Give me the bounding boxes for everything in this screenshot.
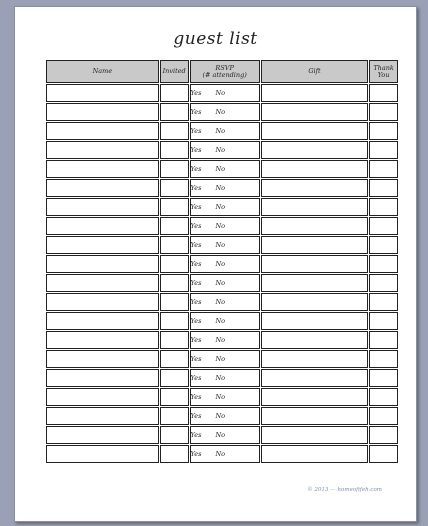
- table-header-row: [46, 60, 398, 83]
- rsvp-cell[interactable]: [190, 407, 260, 425]
- rsvp-cell[interactable]: [190, 179, 260, 197]
- rsvp-cell[interactable]: [190, 445, 260, 463]
- name-cell[interactable]: [46, 426, 159, 444]
- table-row: [46, 255, 398, 273]
- rsvp-yes-option[interactable]: Yes: [190, 374, 202, 382]
- thank-you-cell[interactable]: [369, 274, 398, 292]
- thank-you-cell[interactable]: [369, 350, 398, 368]
- thank-you-cell[interactable]: [369, 84, 398, 102]
- thank-you-cell[interactable]: [369, 141, 398, 159]
- gift-cell[interactable]: [261, 274, 368, 292]
- rsvp-no-option[interactable]: No: [215, 431, 226, 439]
- name-cell[interactable]: [46, 369, 159, 387]
- invited-cell[interactable]: [160, 179, 189, 197]
- table-row: [46, 236, 398, 254]
- table-row: [46, 369, 398, 387]
- rsvp-yes-option[interactable]: Yes: [190, 355, 202, 363]
- invited-cell[interactable]: [160, 160, 189, 178]
- thank-you-cell[interactable]: [369, 255, 398, 273]
- name-cell[interactable]: [46, 407, 159, 425]
- invited-cell[interactable]: [160, 331, 189, 349]
- gift-cell[interactable]: [261, 312, 368, 330]
- table-body: [46, 84, 398, 463]
- name-cell[interactable]: [46, 312, 159, 330]
- table-row: [46, 160, 398, 178]
- rsvp-no-option[interactable]: No: [215, 146, 226, 154]
- invited-cell[interactable]: [160, 388, 189, 406]
- thank-you-cell[interactable]: [369, 179, 398, 197]
- invited-cell[interactable]: [160, 236, 189, 254]
- gift-cell[interactable]: [261, 236, 368, 254]
- thank-you-cell[interactable]: [369, 103, 398, 121]
- rsvp-cell[interactable]: [190, 160, 260, 178]
- rsvp-no-option[interactable]: No: [215, 108, 226, 116]
- table-row: [46, 141, 398, 159]
- gift-cell[interactable]: [261, 293, 368, 311]
- invited-cell[interactable]: [160, 255, 189, 273]
- gift-cell[interactable]: [261, 255, 368, 273]
- table-row: [46, 274, 398, 292]
- rsvp-yes-option[interactable]: Yes: [190, 298, 202, 306]
- gift-cell[interactable]: [261, 350, 368, 368]
- rsvp-no-option[interactable]: No: [215, 203, 226, 211]
- invited-cell[interactable]: [160, 198, 189, 216]
- rsvp-yes-option[interactable]: Yes: [190, 184, 202, 192]
- gift-cell[interactable]: [261, 179, 368, 197]
- thank-you-cell[interactable]: [369, 236, 398, 254]
- document-page: [14, 6, 417, 522]
- invited-cell[interactable]: [160, 426, 189, 444]
- thank-you-cell[interactable]: [369, 445, 398, 463]
- rsvp-cell[interactable]: [190, 198, 260, 216]
- table-row: [46, 445, 398, 463]
- rsvp-no-option[interactable]: No: [215, 336, 226, 344]
- header-rsvp-line2: (# attending): [202, 70, 247, 79]
- header-thank-you: [369, 60, 398, 83]
- header-gift: Gift: [261, 60, 368, 83]
- gift-cell[interactable]: [261, 160, 368, 178]
- gift-cell[interactable]: [261, 103, 368, 121]
- header-rsvp-line1: RSVP: [215, 63, 234, 72]
- gift-cell[interactable]: [261, 426, 368, 444]
- invited-cell[interactable]: [160, 350, 189, 368]
- invited-cell[interactable]: [160, 141, 189, 159]
- rsvp-no-option[interactable]: No: [215, 355, 226, 363]
- invited-cell[interactable]: [160, 122, 189, 140]
- gift-cell[interactable]: [261, 369, 368, 387]
- rsvp-no-option[interactable]: No: [215, 298, 226, 306]
- rsvp-no-option[interactable]: No: [215, 317, 226, 325]
- gift-cell[interactable]: [261, 217, 368, 235]
- guest-list-table: [45, 59, 399, 464]
- rsvp-yes-option[interactable]: Yes: [190, 412, 202, 420]
- rsvp-yes-option[interactable]: Yes: [190, 393, 202, 401]
- name-cell[interactable]: [46, 293, 159, 311]
- table-row: [46, 217, 398, 235]
- gift-cell[interactable]: [261, 198, 368, 216]
- invited-cell[interactable]: [160, 312, 189, 330]
- rsvp-cell[interactable]: [190, 426, 260, 444]
- name-cell[interactable]: [46, 198, 159, 216]
- thank-you-cell[interactable]: [369, 160, 398, 178]
- rsvp-yes-option[interactable]: Yes: [190, 241, 202, 249]
- invited-cell[interactable]: [160, 274, 189, 292]
- table-row: [46, 293, 398, 311]
- thank-you-cell[interactable]: [369, 426, 398, 444]
- rsvp-cell[interactable]: [190, 312, 260, 330]
- name-cell[interactable]: [46, 350, 159, 368]
- invited-cell[interactable]: [160, 217, 189, 235]
- rsvp-no-option[interactable]: No: [215, 374, 226, 382]
- rsvp-no-option[interactable]: No: [215, 165, 226, 173]
- name-cell[interactable]: [46, 255, 159, 273]
- header-name: Name: [46, 60, 159, 83]
- table-row: [46, 331, 398, 349]
- rsvp-cell[interactable]: [190, 103, 260, 121]
- rsvp-no-option[interactable]: No: [215, 393, 226, 401]
- gift-cell[interactable]: [261, 84, 368, 102]
- table-row: [46, 84, 398, 102]
- thank-you-cell[interactable]: [369, 198, 398, 216]
- rsvp-cell[interactable]: [190, 274, 260, 292]
- rsvp-no-option[interactable]: No: [215, 450, 226, 458]
- gift-cell[interactable]: [261, 388, 368, 406]
- name-cell[interactable]: [46, 160, 159, 178]
- rsvp-cell[interactable]: [190, 236, 260, 254]
- name-cell[interactable]: [46, 331, 159, 349]
- rsvp-cell[interactable]: [190, 369, 260, 387]
- rsvp-cell[interactable]: [190, 255, 260, 273]
- rsvp-yes-option[interactable]: Yes: [190, 279, 202, 287]
- rsvp-yes-option[interactable]: Yes: [190, 203, 202, 211]
- copyright-footer: © 2013 — homeofifeh.com: [307, 487, 382, 493]
- rsvp-cell[interactable]: [190, 350, 260, 368]
- name-cell[interactable]: [46, 122, 159, 140]
- rsvp-yes-option[interactable]: Yes: [190, 317, 202, 325]
- table-row: [46, 198, 398, 216]
- invited-cell[interactable]: [160, 407, 189, 425]
- header-rsvp: [190, 60, 260, 83]
- invited-cell[interactable]: [160, 293, 189, 311]
- rsvp-cell[interactable]: [190, 217, 260, 235]
- rsvp-yes-option[interactable]: Yes: [190, 336, 202, 344]
- invited-cell[interactable]: [160, 84, 189, 102]
- rsvp-cell[interactable]: [190, 122, 260, 140]
- rsvp-yes-option[interactable]: Yes: [190, 108, 202, 116]
- rsvp-no-option[interactable]: No: [215, 260, 226, 268]
- thank-you-cell[interactable]: [369, 312, 398, 330]
- page-title: guest list: [173, 29, 258, 49]
- rsvp-yes-option[interactable]: Yes: [190, 127, 202, 135]
- gift-cell[interactable]: [261, 445, 368, 463]
- rsvp-yes-option[interactable]: Yes: [190, 89, 202, 97]
- rsvp-no-option[interactable]: No: [215, 127, 226, 135]
- thank-you-cell[interactable]: [369, 293, 398, 311]
- invited-cell[interactable]: [160, 445, 189, 463]
- table-row: [46, 426, 398, 444]
- table-row: [46, 350, 398, 368]
- table-row: [46, 312, 398, 330]
- rsvp-no-option[interactable]: No: [215, 222, 226, 230]
- rsvp-yes-option[interactable]: Yes: [190, 431, 202, 439]
- gift-cell[interactable]: [261, 141, 368, 159]
- name-cell[interactable]: [46, 445, 159, 463]
- name-cell[interactable]: [46, 274, 159, 292]
- header-thank-line2: You: [377, 70, 390, 79]
- thank-you-cell[interactable]: [369, 122, 398, 140]
- rsvp-cell[interactable]: [190, 331, 260, 349]
- invited-cell[interactable]: [160, 103, 189, 121]
- rsvp-no-option[interactable]: No: [215, 241, 226, 249]
- rsvp-no-option[interactable]: No: [215, 89, 226, 97]
- rsvp-yes-option[interactable]: Yes: [190, 222, 202, 230]
- rsvp-yes-option[interactable]: Yes: [190, 146, 202, 154]
- name-cell[interactable]: [46, 103, 159, 121]
- thank-you-cell[interactable]: [369, 331, 398, 349]
- rsvp-no-option[interactable]: No: [215, 184, 226, 192]
- table-row: [46, 122, 398, 140]
- table-row: [46, 388, 398, 406]
- name-cell[interactable]: [46, 217, 159, 235]
- thank-you-cell[interactable]: [369, 369, 398, 387]
- gift-cell[interactable]: [261, 407, 368, 425]
- rsvp-yes-option[interactable]: Yes: [190, 260, 202, 268]
- table-row: [46, 407, 398, 425]
- rsvp-cell[interactable]: [190, 141, 260, 159]
- gift-cell[interactable]: [261, 331, 368, 349]
- name-cell[interactable]: [46, 84, 159, 102]
- table-row: [46, 179, 398, 197]
- rsvp-no-option[interactable]: No: [215, 279, 226, 287]
- thank-you-cell[interactable]: [369, 407, 398, 425]
- thank-you-cell[interactable]: [369, 388, 398, 406]
- rsvp-cell[interactable]: [190, 84, 260, 102]
- thank-you-cell[interactable]: [369, 217, 398, 235]
- header-invited: Invited: [160, 60, 189, 83]
- name-cell[interactable]: [46, 141, 159, 159]
- name-cell[interactable]: [46, 179, 159, 197]
- invited-cell[interactable]: [160, 369, 189, 387]
- rsvp-cell[interactable]: [190, 293, 260, 311]
- rsvp-cell[interactable]: [190, 388, 260, 406]
- table-row: [46, 103, 398, 121]
- header-thank-line1: Thank: [373, 63, 394, 72]
- name-cell[interactable]: [46, 388, 159, 406]
- gift-cell[interactable]: [261, 122, 368, 140]
- rsvp-yes-option[interactable]: Yes: [190, 165, 202, 173]
- rsvp-yes-option[interactable]: Yes: [190, 450, 202, 458]
- name-cell[interactable]: [46, 236, 159, 254]
- rsvp-no-option[interactable]: No: [215, 412, 226, 420]
